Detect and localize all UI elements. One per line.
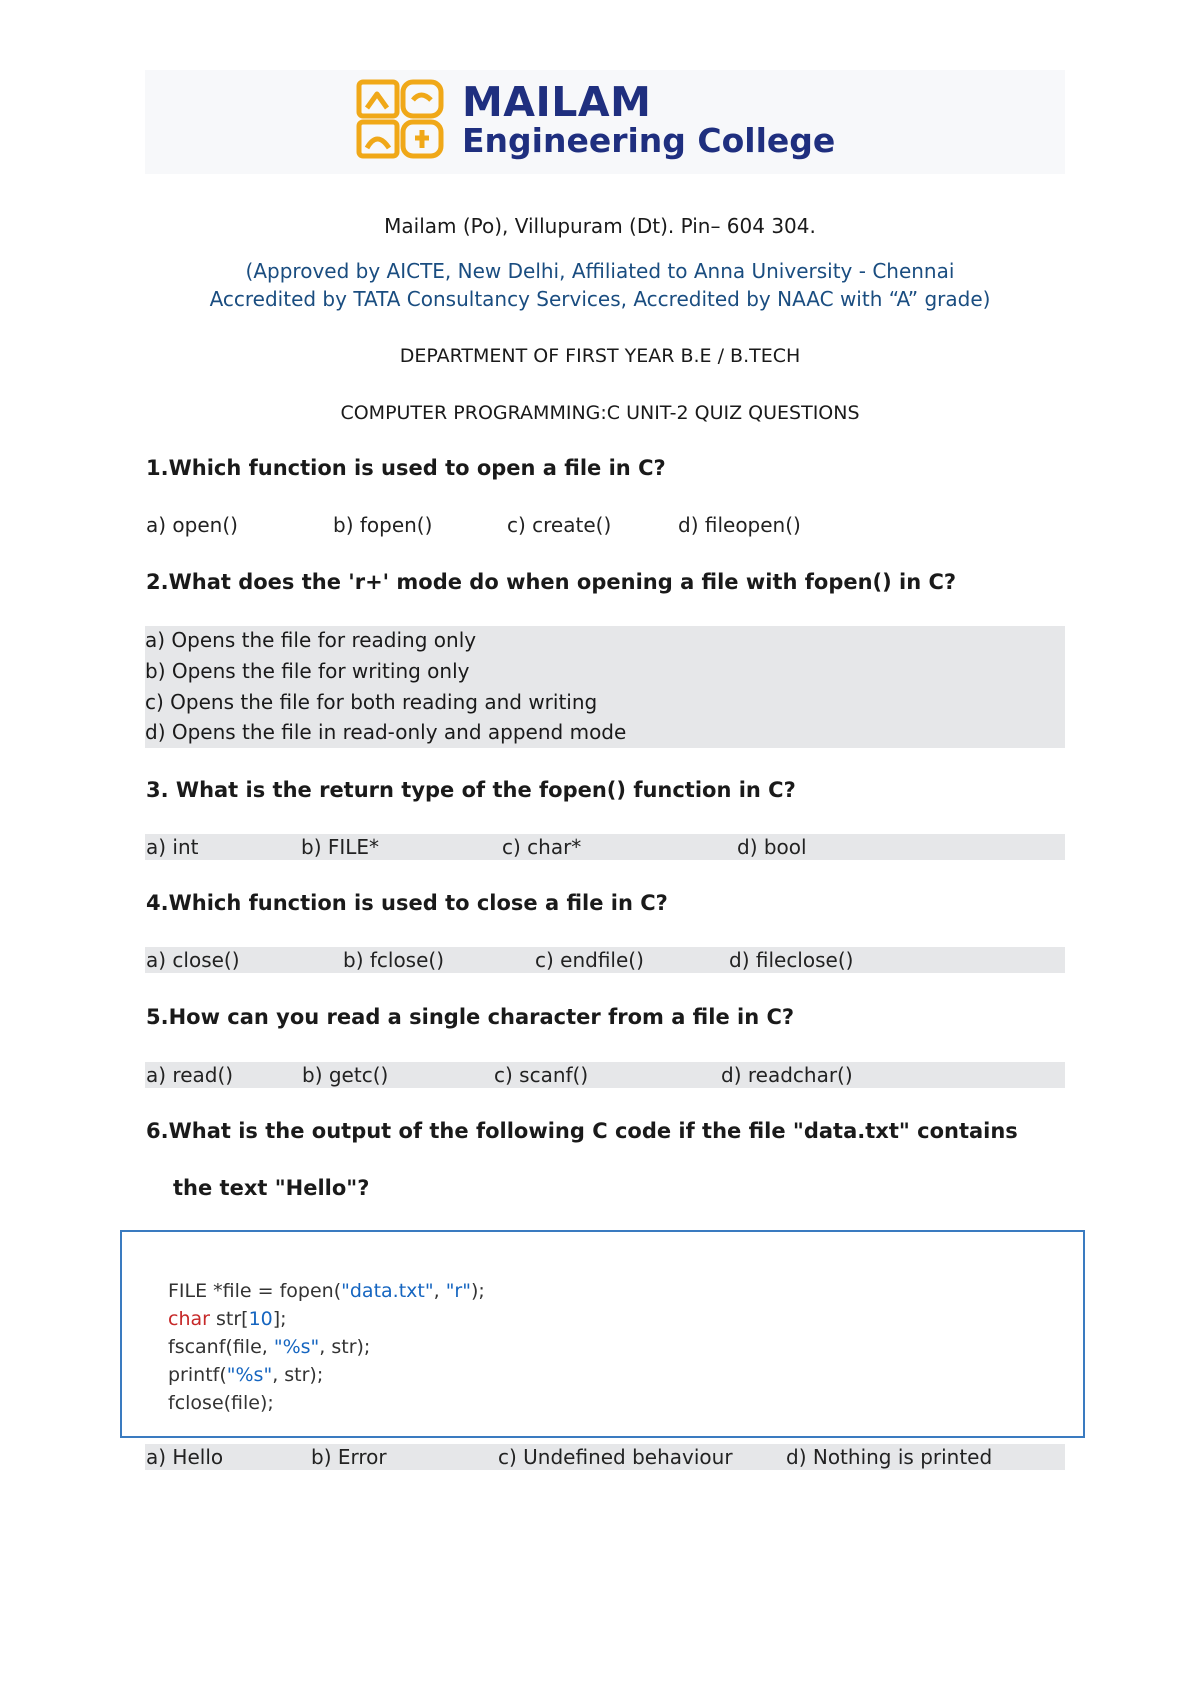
department-heading: DEPARTMENT OF FIRST YEAR B.E / B.TECH (399, 345, 801, 367)
q1-option-b: b) fopen() (333, 513, 433, 537)
q5-option-c: c) scanf() (494, 1063, 589, 1087)
logo-subtitle: Engineering College (462, 121, 836, 160)
q5-option-d: d) readchar() (721, 1063, 853, 1087)
q6-option-a: a) Hello (146, 1445, 224, 1469)
question-1: 1.Which function is used to open a file in C? (146, 456, 666, 480)
q2-option-a: a) Opens the file for reading only (145, 628, 477, 652)
q4-option-d: d) fileclose() (729, 948, 854, 972)
college-address: Mailam (Po), Villupuram (Dt). Pin– 604 304. (384, 214, 816, 238)
code-line-5: fclose(file); (168, 1392, 274, 1414)
q3-option-d: d) bool (737, 835, 807, 859)
q5-options-row (145, 1062, 1065, 1088)
question-4: 4.Which function is used to close a file in C? (146, 891, 668, 915)
q1-option-c: c) create() (507, 513, 612, 537)
q6-option-b: b) Error (311, 1445, 387, 1469)
question-3: 3. What is the return type of the fopen() function in C? (146, 778, 796, 802)
question-6-continued: the text "Hello"? (173, 1176, 370, 1200)
q3-options-row (145, 834, 1065, 860)
approval-line-2: Accredited by TATA Consultancy Services, Accredited by NAAC with “A” grade) (209, 287, 991, 311)
code-line-2: char str[10]; (168, 1308, 287, 1330)
quiz-title: COMPUTER PROGRAMMING:C UNIT-2 QUIZ QUESTIONS (340, 402, 860, 424)
approval-line-1: (Approved by AICTE, New Delhi, Affiliated to Anna University - Chennai (245, 259, 955, 283)
q1-option-a: a) open() (146, 513, 238, 537)
q4-option-c: c) endfile() (535, 948, 644, 972)
q4-option-b: b) fclose() (343, 948, 445, 972)
q3-option-c: c) char* (502, 835, 582, 859)
logo-title: MAILAM (462, 78, 652, 126)
college-logo-icon (355, 78, 445, 160)
q2-option-d: d) Opens the file in read-only and append mode (145, 720, 627, 744)
q3-option-a: a) int (146, 835, 199, 859)
code-line-3: fscanf(file, "%s", str); (168, 1336, 371, 1358)
code-line-1: FILE *file = fopen("data.txt", "r"); (168, 1280, 485, 1302)
question-5: 5.How can you read a single character from a file in C? (146, 1005, 795, 1029)
q2-options-block (145, 626, 1065, 748)
q4-option-a: a) close() (146, 948, 240, 972)
code-line-4: printf("%s", str); (168, 1364, 324, 1386)
q5-option-b: b) getc() (302, 1063, 389, 1087)
q6-option-c: c) Undefined behaviour (498, 1445, 733, 1469)
q5-option-a: a) read() (146, 1063, 234, 1087)
q6-option-d: d) Nothing is printed (786, 1445, 993, 1469)
q1-option-d: d) fileopen() (678, 513, 801, 537)
q2-option-c: c) Opens the file for both reading and writing (145, 690, 598, 714)
q3-option-b: b) FILE* (301, 835, 380, 859)
question-2: 2.What does the 'r+' mode do when opening a file with fopen() in C? (146, 570, 957, 594)
q2-option-b: b) Opens the file for writing only (145, 659, 470, 683)
question-6: 6.What is the output of the following C code if the file "data.txt" contains (146, 1119, 1018, 1143)
